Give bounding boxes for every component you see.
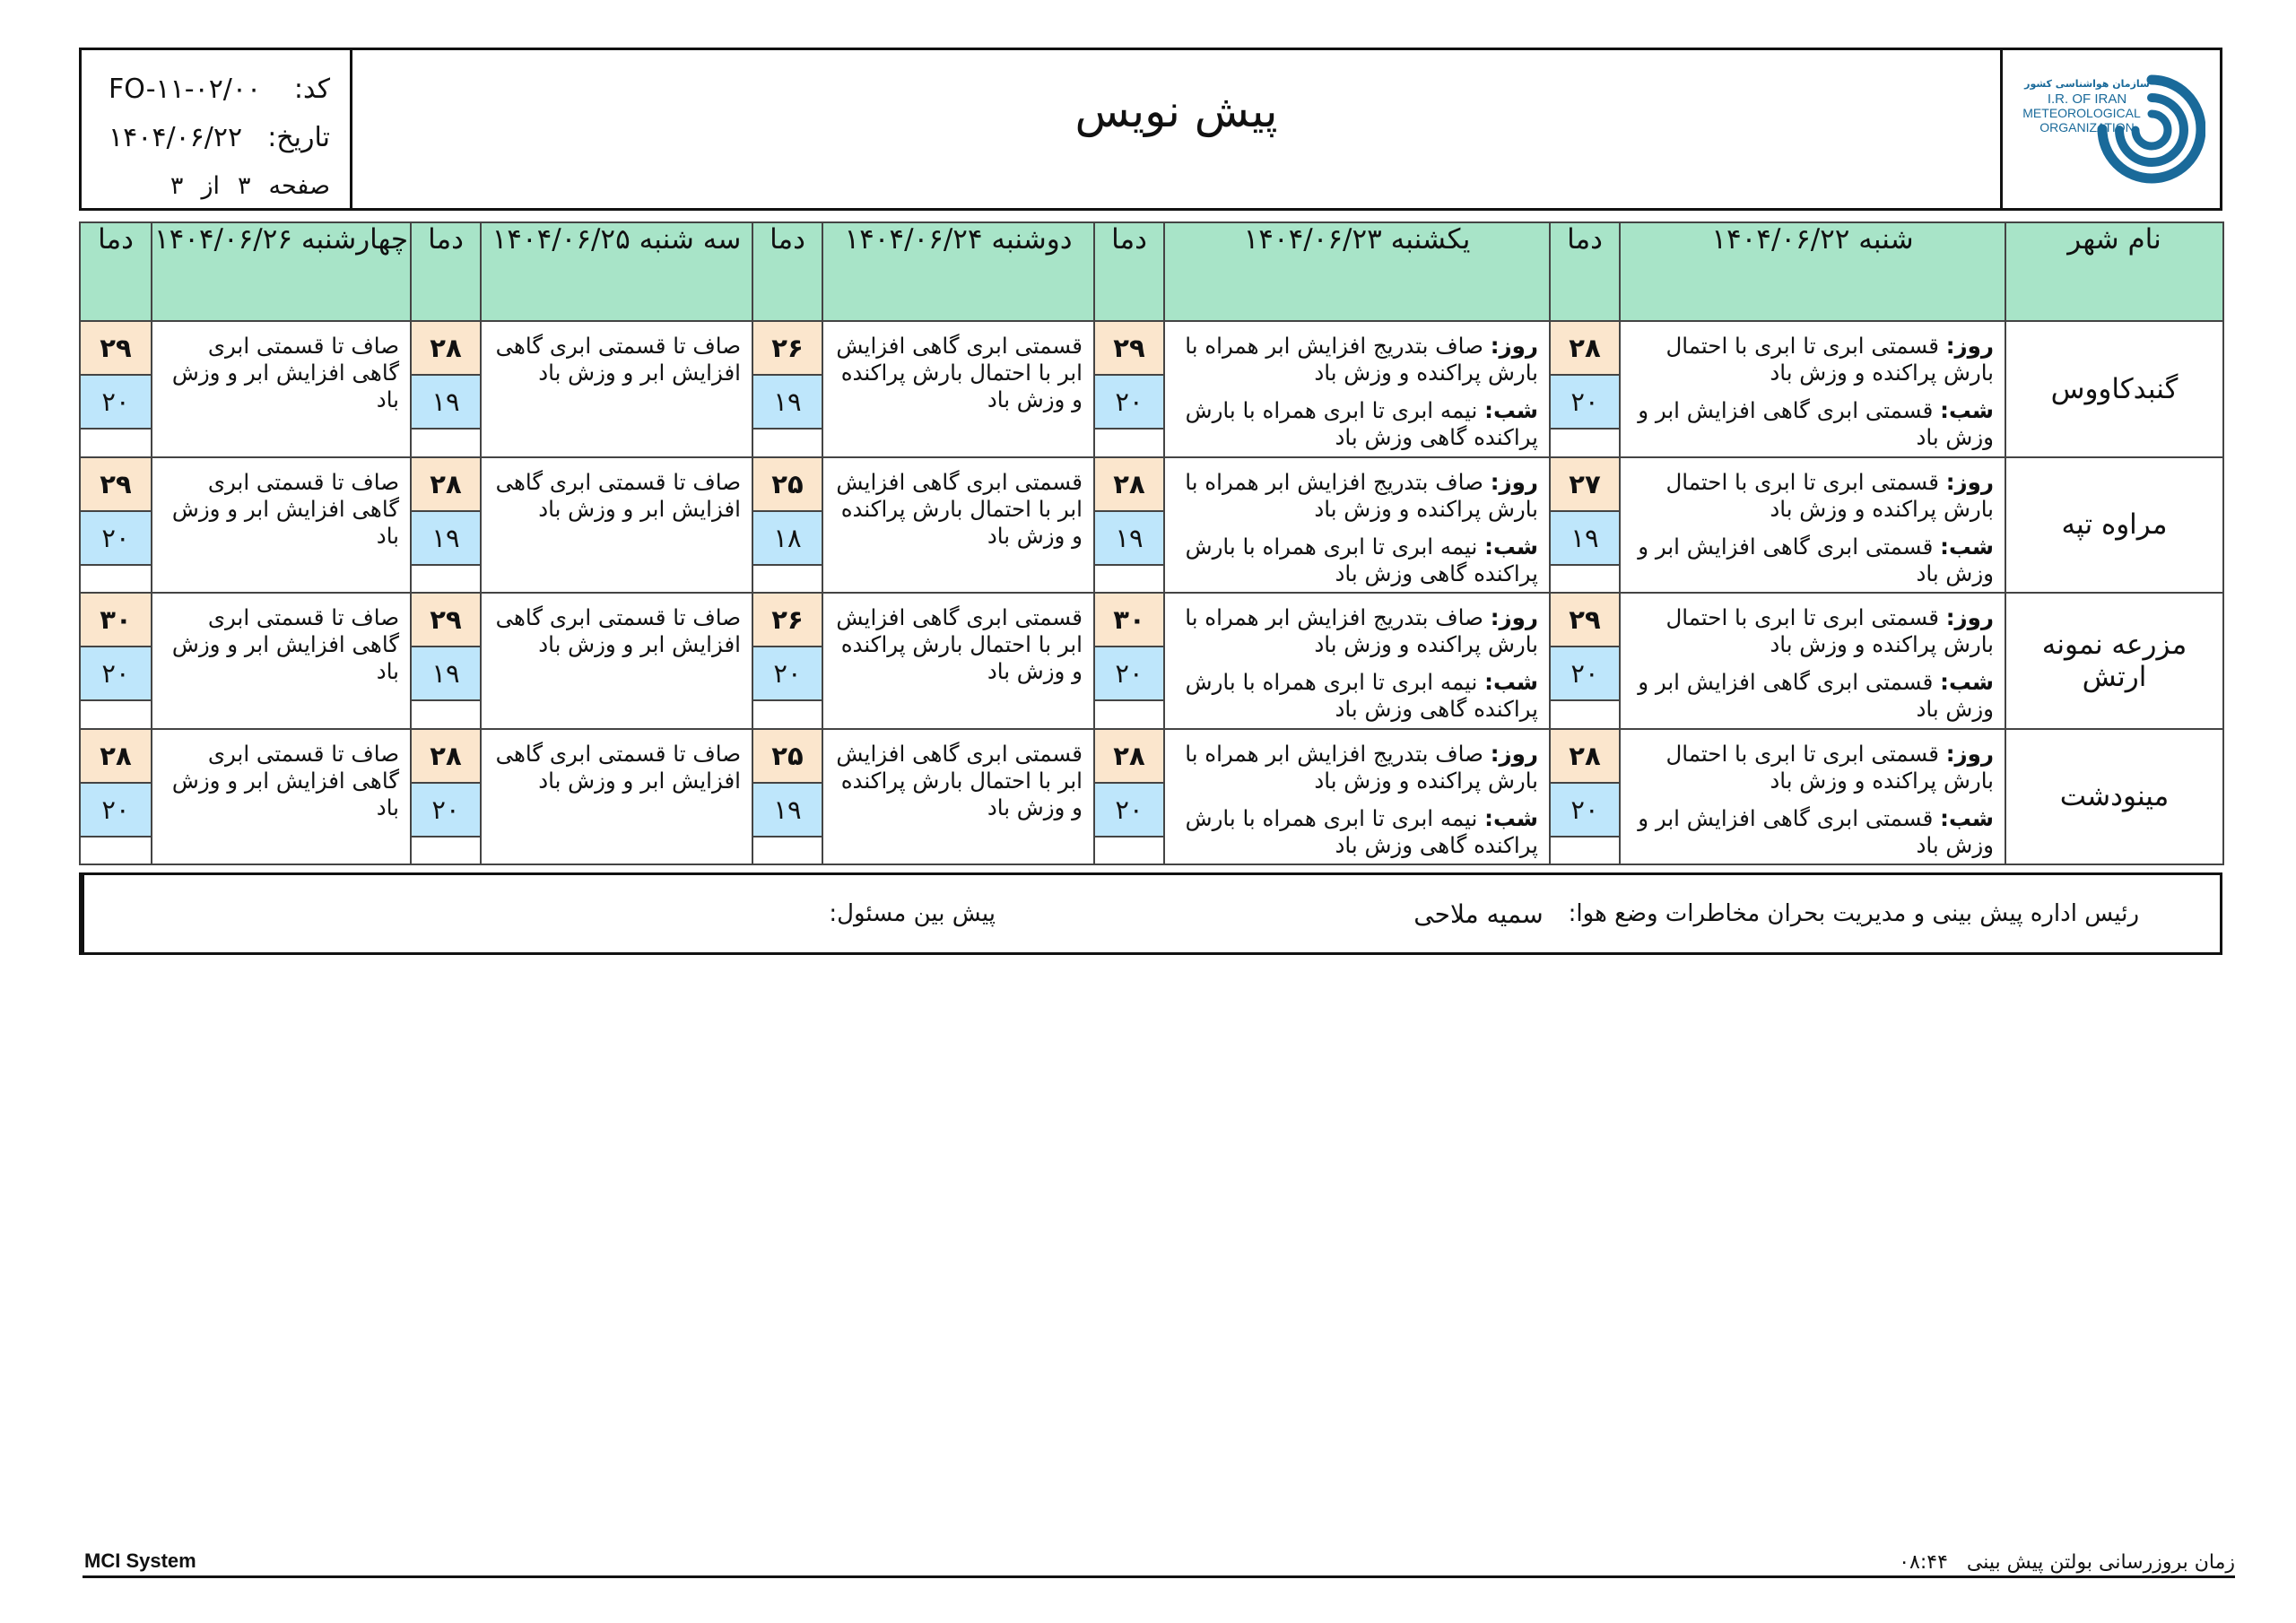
min-temp: ۲۰ (753, 647, 822, 701)
temp-cell (80, 593, 152, 729)
max-temp: ۲۹ (412, 594, 480, 647)
city-header: نام شهر (2005, 222, 2223, 321)
meteorological-organization-logo (2017, 62, 2205, 196)
max-temp: ۲۸ (1095, 730, 1163, 784)
forecast-cell: صاف تا قسمتی ابری گاهی افزایش ابر و وزش باد (481, 457, 752, 594)
system-name: MCI System (84, 1549, 196, 1572)
min-temp: ۲۰ (1551, 784, 1619, 838)
day-header-4: سه شنبه ۱۴۰۴/۰۶/۲۵ (481, 222, 752, 321)
max-temp: ۲۹ (1095, 322, 1163, 376)
min-temp: ۱۹ (753, 376, 822, 430)
temp-cell (1094, 593, 1164, 729)
temp-cell (1094, 729, 1164, 865)
temp-cell (752, 457, 822, 594)
temp-cell (80, 457, 152, 594)
temp-cell (752, 729, 822, 865)
min-temp: ۲۰ (81, 784, 151, 838)
head-label: رئیس اداره پیش بینی و مدیریت بحران مخاطرات وضع هوا: (1568, 900, 2139, 927)
svg-text:ORGANIZATION: ORGANIZATION (2039, 120, 2135, 135)
min-temp: ۱۹ (412, 647, 480, 701)
date-label: تاریخ: (267, 121, 330, 153)
forecast-cell: روز: صاف بتدریج افزایش ابر همراه با بارش پراکنده و وزش باد شب: نیمه ابری تا ابری همراه با بارش پراکنده گاهی وزش باد (1164, 593, 1550, 729)
min-temp: ۱۸ (753, 512, 822, 566)
max-temp: ۲۸ (1551, 730, 1619, 784)
code-value: FO-۱۱-۰۲/۰۰ (109, 73, 262, 105)
min-temp: ۱۹ (1551, 512, 1619, 566)
min-temp: ۱۹ (753, 784, 822, 838)
temp-cell (411, 593, 481, 729)
forecast-cell: قسمتی ابری گاهی افزایش ابر با احتمال بارش پراکنده و وزش باد (822, 321, 1094, 457)
min-temp: ۲۰ (1095, 647, 1163, 701)
document-header (79, 48, 2222, 211)
max-temp: ۲۸ (412, 730, 480, 784)
temp-cell (1550, 321, 1620, 457)
min-temp: ۱۹ (412, 512, 480, 566)
temp-header: دما (1094, 222, 1164, 321)
update-label: زمان بروزرسانی بولتن پیش بینی (1966, 1551, 2235, 1574)
page-label: صفحه (268, 171, 330, 200)
temp-header: دما (80, 222, 152, 321)
day-header-2: یکشنبه ۱۴۰۴/۰۶/۲۳ (1164, 222, 1550, 321)
temp-header: دما (752, 222, 822, 321)
temp-header: دما (411, 222, 481, 321)
table-row (80, 457, 2223, 594)
min-temp: ۲۰ (1095, 376, 1163, 430)
min-temp: ۲۰ (81, 376, 151, 430)
table-row (80, 593, 2223, 729)
table-row (80, 321, 2223, 457)
date-row (109, 113, 330, 161)
logo-cell (2000, 50, 2220, 208)
max-temp: ۲۶ (753, 322, 822, 376)
max-temp: ۳۰ (1095, 594, 1163, 647)
max-temp: ۲۹ (81, 458, 151, 512)
temp-header: دما (1550, 222, 1620, 321)
forecast-cell: صاف تا قسمتی ابری گاهی افزایش ابر و وزش باد (481, 593, 752, 729)
day-header-5: چهارشنبه ۱۴۰۴/۰۶/۲۶ (152, 222, 411, 321)
max-temp: ۲۹ (81, 322, 151, 376)
city-name: مزرعه نمونه ارتش (2005, 593, 2223, 729)
max-temp: ۲۸ (1551, 322, 1619, 376)
table-header-row (80, 222, 2223, 321)
page-footer (83, 1548, 2235, 1578)
min-temp: ۱۹ (412, 376, 480, 430)
city-name: مینودشت (2005, 729, 2223, 865)
temp-cell (80, 321, 152, 457)
svg-text:METEOROLOGICAL: METEOROLOGICAL (2022, 106, 2141, 120)
meta-cell (82, 50, 352, 208)
forecast-cell: صاف تا قسمتی ابری گاهی افزایش ابر و وزش باد (152, 729, 411, 865)
forecast-cell: صاف تا قسمتی ابری گاهی افزایش ابر و وزش باد (481, 321, 752, 457)
date-value: ۱۴۰۴/۰۶/۲۲ (109, 121, 243, 153)
forecaster-label: پیش بین مسئول: (829, 900, 996, 927)
min-temp: ۲۰ (1095, 784, 1163, 838)
temp-cell (1094, 321, 1164, 457)
city-name: گنبدکاووس (2005, 321, 2223, 457)
forecast-cell: روز: قسمتی ابری تا ابری با احتمال بارش پراکنده و وزش باد شب: قسمتی ابری گاهی افزایش ابر و وزش باد (1620, 457, 2005, 594)
update-info (1899, 1551, 2235, 1574)
max-temp: ۲۸ (1095, 458, 1163, 512)
forecast-cell: صاف تا قسمتی ابری گاهی افزایش ابر و وزش باد (152, 457, 411, 594)
title-cell (352, 50, 2000, 208)
temp-cell (80, 729, 152, 865)
temp-cell (411, 457, 481, 594)
temp-cell (752, 593, 822, 729)
forecast-cell: صاف تا قسمتی ابری گاهی افزایش ابر و وزش باد (481, 729, 752, 865)
max-temp: ۲۶ (753, 594, 822, 647)
min-temp: ۱۹ (1095, 512, 1163, 566)
forecast-cell: قسمتی ابری گاهی افزایش ابر با احتمال بارش پراکنده و وزش باد (822, 593, 1094, 729)
table-row (80, 729, 2223, 865)
max-temp: ۳۰ (81, 594, 151, 647)
forecast-cell: روز: قسمتی ابری تا ابری با احتمال بارش پراکنده و وزش باد شب: قسمتی ابری گاهی افزایش ابر و وزش باد (1620, 729, 2005, 865)
page-current: ۳ (237, 171, 251, 200)
temp-cell (1550, 457, 1620, 594)
max-temp: ۲۸ (412, 458, 480, 512)
signature-box (79, 872, 2222, 955)
min-temp: ۲۰ (81, 647, 151, 701)
page-total: ۳ (170, 171, 184, 200)
temp-cell (411, 729, 481, 865)
code-label: کد: (293, 73, 330, 105)
update-time: ۰۸:۴۴ (1899, 1551, 1948, 1574)
temp-cell (1550, 729, 1620, 865)
forecast-cell: قسمتی ابری گاهی افزایش ابر با احتمال بارش پراکنده و وزش باد (822, 729, 1094, 865)
min-temp: ۲۰ (412, 784, 480, 838)
forecast-cell: روز: قسمتی ابری تا ابری با احتمال بارش پراکنده و وزش باد شب: قسمتی ابری گاهی افزایش ابر و وزش باد (1620, 321, 2005, 457)
svg-text:سازمان هواشناسی کشور: سازمان هواشناسی کشور (2024, 78, 2150, 90)
forecast-cell: روز: صاف بتدریج افزایش ابر همراه با بارش پراکنده و وزش باد شب: نیمه ابری تا ابری همراه با بارش پراکنده گاهی وزش باد (1164, 457, 1550, 594)
min-temp: ۲۰ (1551, 647, 1619, 701)
temp-cell (411, 321, 481, 457)
temp-cell (1094, 457, 1164, 594)
forecast-cell: صاف تا قسمتی ابری گاهی افزایش ابر و وزش باد (152, 321, 411, 457)
max-temp: ۲۵ (753, 458, 822, 512)
page-of: از (201, 171, 220, 200)
city-name: مراوه تپه (2005, 457, 2223, 594)
forecast-cell: روز: قسمتی ابری تا ابری با احتمال بارش پراکنده و وزش باد شب: قسمتی ابری گاهی افزایش ابر و وزش باد (1620, 593, 2005, 729)
temp-cell (1550, 593, 1620, 729)
code-row (109, 65, 330, 113)
document-title: پیش نویس (1074, 85, 1278, 137)
head-name: سمیه ملاحی (1413, 898, 1544, 929)
max-temp: ۲۷ (1551, 458, 1619, 512)
max-temp: ۲۸ (81, 730, 151, 784)
forecaster-cell (82, 875, 1204, 952)
day-header-3: دوشنبه ۱۴۰۴/۰۶/۲۴ (822, 222, 1094, 321)
svg-text:I.R. OF IRAN: I.R. OF IRAN (2047, 91, 2127, 107)
temp-cell (752, 321, 822, 457)
forecast-cell: روز: صاف بتدریج افزایش ابر همراه با بارش پراکنده و وزش باد شب: نیمه ابری تا ابری همراه با بارش پراکنده گاهی وزش باد (1164, 729, 1550, 865)
max-temp: ۲۵ (753, 730, 822, 784)
max-temp: ۲۹ (1551, 594, 1619, 647)
forecast-table (79, 221, 2224, 865)
max-temp: ۲۸ (412, 322, 480, 376)
forecast-cell: صاف تا قسمتی ابری گاهی افزایش ابر و وزش باد (152, 593, 411, 729)
min-temp: ۲۰ (1551, 376, 1619, 430)
page-row (109, 161, 330, 210)
head-cell (1204, 875, 2220, 952)
forecast-cell: قسمتی ابری گاهی افزایش ابر با احتمال بارش پراکنده و وزش باد (822, 457, 1094, 594)
forecast-cell: روز: صاف بتدریج افزایش ابر همراه با بارش پراکنده و وزش باد شب: نیمه ابری تا ابری همراه با بارش پراکنده گاهی وزش باد (1164, 321, 1550, 457)
min-temp: ۲۰ (81, 512, 151, 566)
day-header-1: شنبه ۱۴۰۴/۰۶/۲۲ (1620, 222, 2005, 321)
